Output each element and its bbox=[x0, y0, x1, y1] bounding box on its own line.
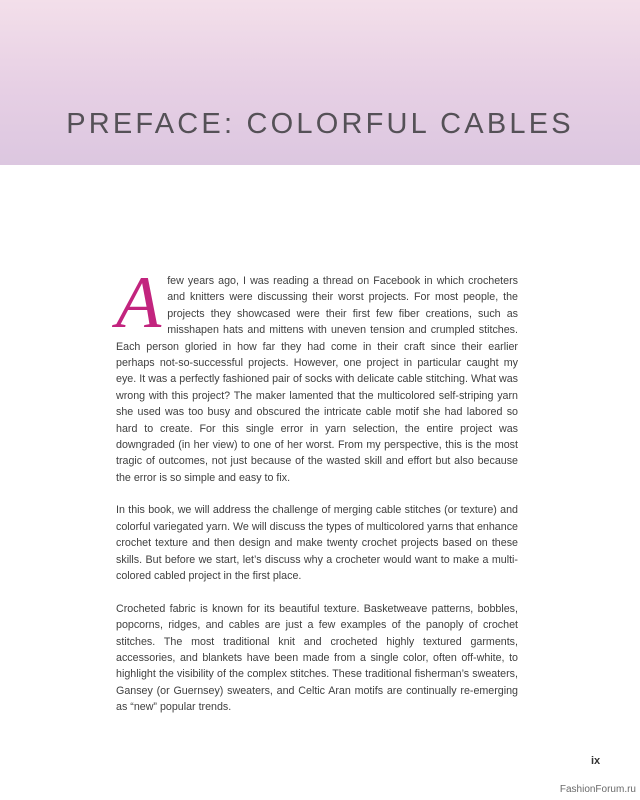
paragraph-1-text: few years ago, I was reading a thread on Facebook in which crocheters and knitters were discussing their worst projects. For most people, the projects they showcased were their first few fiber creations, such as misshapen hats and mittens with uneven tension and crumpled stitches. Each person gloried in how far they had come in their craft since their earlier perhaps not-so-successful projects. However, one project in particular caught my eye. It was a perfectly fashioned pair of socks with delicate cable stitching. What was wrong with this project? The maker lamented that the multicolored self-striping yarn she used was too busy and obscured the intricate cable motif she had labored so hard to create. For this single error in yarn selection, the entire project was downgraded (in her view) to one of her worst. From my perspective, this is the most tragic of outcomes, not just because of the wasted skill and effort but also because the error is so simple and easy to fix. bbox=[116, 275, 518, 484]
paragraph-3: Crocheted fabric is known for its beautiful texture. Basketweave patterns, bobbles, popcorns, ridges, and cables are just a few examples of the panoply of crochet stitches. The most traditional knit and crocheted highly textured garments, accessories, and blankets have been made from a single color, often off-white, to highlight the visibility of the complex stitches. These traditional fisherman’s sweaters, Gansey (or Guernsey) sweaters, and Celtic Aran motifs are continually re-emerging as “new” popular trends. bbox=[116, 602, 518, 714]
chapter-title: PREFACE: COLORFUL CABLES bbox=[66, 108, 574, 140]
paragraph-1 bbox=[116, 262, 518, 486]
body-text bbox=[116, 262, 518, 732]
drop-cap: A bbox=[116, 262, 162, 344]
watermark: FashionForum.ru bbox=[559, 784, 636, 795]
page-number: ix bbox=[591, 755, 601, 767]
paragraph-2: In this book, we will address the challenge of merging cable stitches (or texture) and colorful variegated yarn. We will discuss the types of multicolored yarns that enhance crochet texture and then design and make twenty crochet projects based on these skills. But before we start, let’s discuss why a crocheter would want to make a multi-colored cabled project in the first place. bbox=[116, 504, 518, 583]
